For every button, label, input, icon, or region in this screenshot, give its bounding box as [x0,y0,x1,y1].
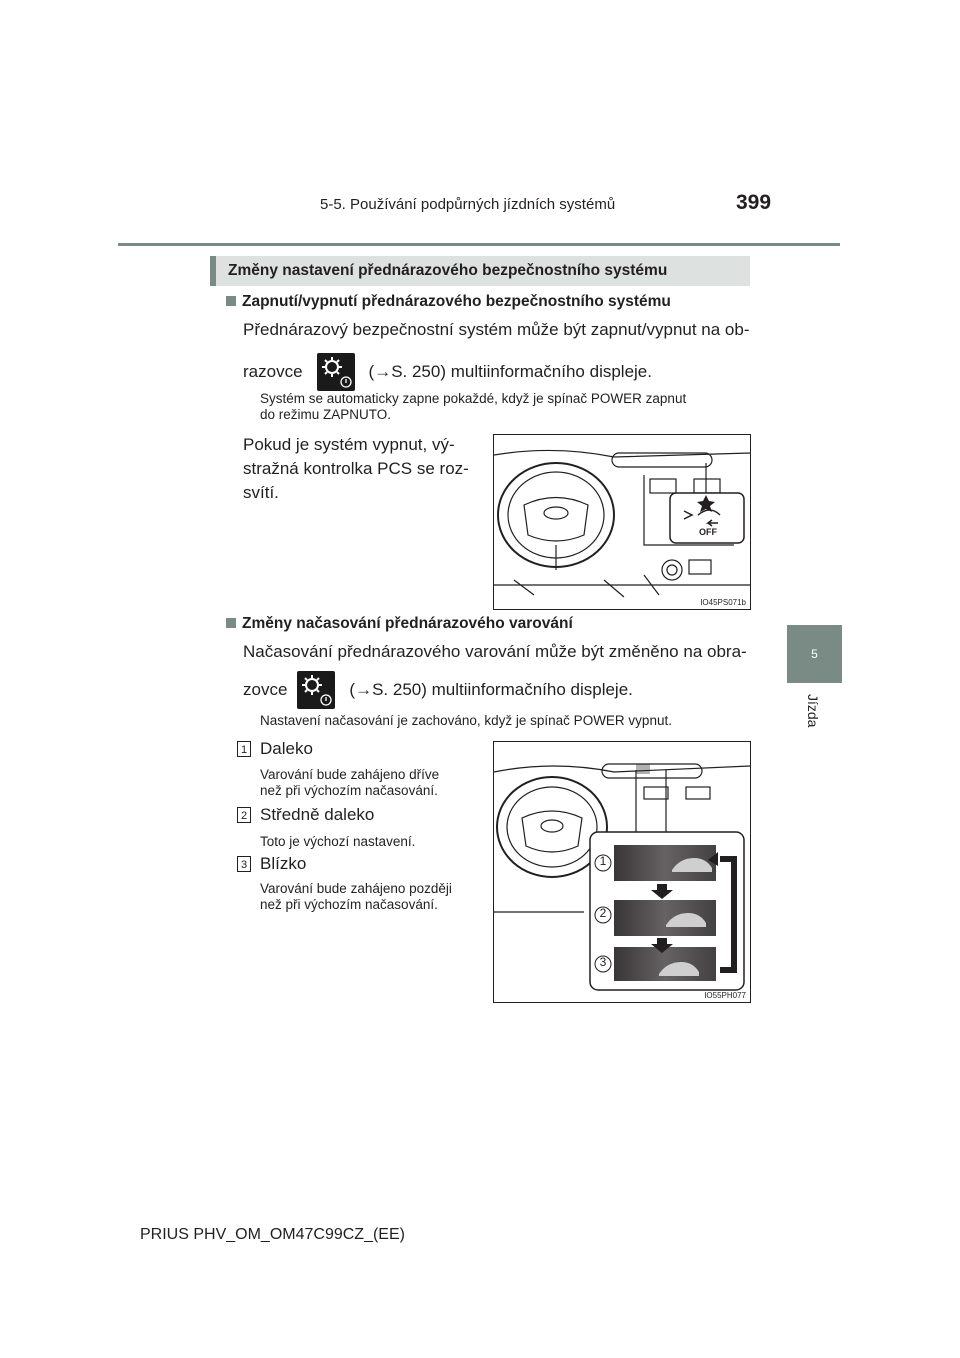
settings-gear-icon [297,671,335,709]
square-bullet-icon [226,296,236,306]
subheading-text: Zapnutí/vypnutí přednárazového bezpečnostního systému [242,293,671,310]
note-text [260,391,686,423]
item-desc [260,767,439,799]
figure-code: IO45PS071b [700,598,746,607]
section-title: 5-5. Používání podpůrných jízdních systémů [320,196,616,213]
item-title: Daleko [260,739,313,758]
indicator-paragraph [243,433,478,505]
text-fragment: razovce [243,362,303,381]
subheading-toggle [226,293,671,311]
paragraph-line: svítí. [243,483,279,502]
chapter-label [781,690,841,780]
dashboard-figure-timing [493,741,751,1003]
page-number: 399 [736,191,772,214]
item-title: Blízko [260,854,307,873]
paragraph-line: Načasování přednárazového varování může být změněno na obra- [243,642,747,661]
paragraph-line: Přednárazový bezpečnostní systém může být zapnut/vypnut na ob- [243,320,750,339]
settings-gear-icon [317,353,355,391]
header-divider [118,243,840,246]
chapter-tab [787,625,842,683]
figure-label: 2 [599,906,607,920]
off-indicator-label: OFF [699,527,717,537]
item-desc-line: Varování bude zahájeno dříve [260,767,440,782]
figure-label: 3 [599,955,607,969]
paragraph-line-icon [243,352,652,392]
item-desc-line: Varování bude zahájeno později [260,881,452,896]
note-line: do režimu ZAPNUTO. [260,407,392,422]
text-fragment: zovce [243,680,288,699]
footer-doc-id: PRIUS PHV_OM_OM47C99CZ_(EE) [140,1226,405,1243]
item-number: 1 [237,741,251,757]
chapter-number: 5 [811,647,818,661]
item-title: Středně daleko [260,805,375,824]
subheading-text: Změny načasování přednárazového varování [242,615,573,632]
banner-title: Změny nastavení přednárazového bezpečnostního systému [228,262,668,279]
timing-illustration [494,742,750,1002]
item-number: 3 [237,856,251,872]
item-desc-line: Toto je výchozí nastavení. [260,834,416,849]
text-fragment: (→S. 250) multiinformačního displeje. [349,680,633,699]
item-desc [260,834,415,850]
paragraph-line: stražná kontrolka PCS se roz- [243,459,469,478]
item-number: 2 [237,807,251,823]
chapter-label-text: Jízda [805,694,821,728]
figure-code: IO55PH077 [704,991,746,1000]
note-line: Systém se automaticky zapne pokaždé, když je spínač POWER zapnut [260,391,687,406]
dashboard-illustration [494,435,750,609]
figure-label: 1 [599,854,607,868]
paragraph-line-icon [243,670,633,710]
note-text: Nastavení načasování je zachováno, když je spínač POWER vypnut. [260,713,672,728]
item-desc-line: než při výchozím načasování. [260,897,438,912]
paragraph-line: Pokud je systém vypnut, vý- [243,435,455,454]
subheading-timing [226,615,573,633]
square-bullet-icon [226,618,236,628]
item-desc-line: než při výchozím načasování. [260,783,438,798]
text-fragment: (→S. 250) multiinformačního displeje. [368,362,652,381]
section-banner [210,256,750,286]
dashboard-figure-pcs-off [493,434,751,610]
item-desc [260,881,452,913]
